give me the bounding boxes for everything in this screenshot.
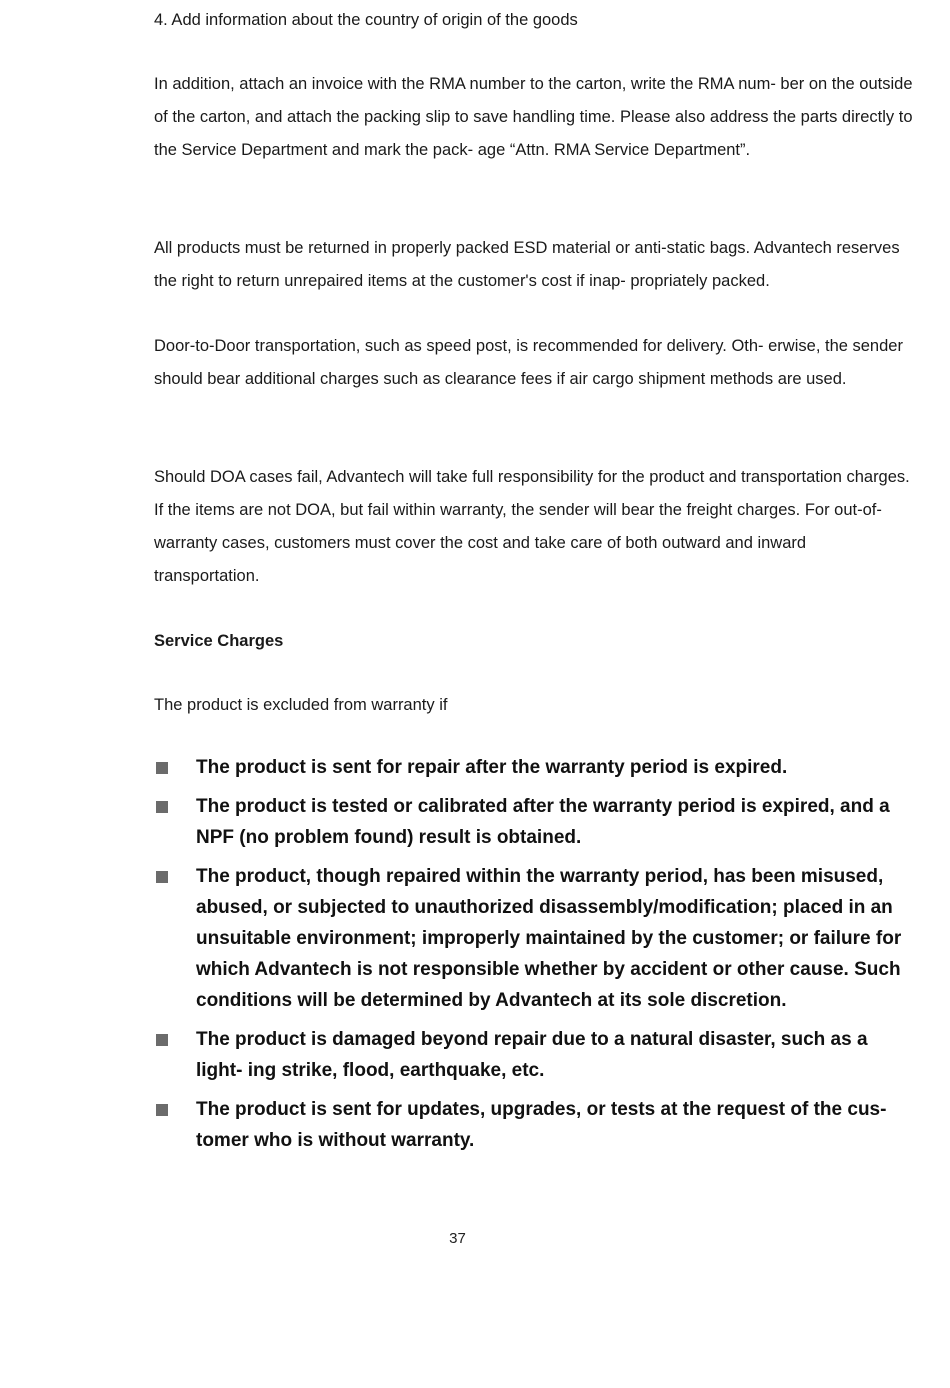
paragraph-rma-invoice: In addition, attach an invoice with the RMA number to the carton, write the RMA num- ber on the outside of the carton, and attach the packing slip to save handling time. Please also address the parts directly to the Service Department and mark the pack- age “Attn. RMA Service Department”. [154, 75, 913, 159]
square-bullet-icon [156, 871, 168, 883]
page-number: 37 [449, 1230, 466, 1247]
paragraph-transportation: Door-to-Door transportation, such as speed post, is recommended for delivery. Oth- erwise, the sender should bear additional charges such as clearance fees if air cargo shipment methods are used. [154, 337, 903, 388]
square-bullet-icon [156, 762, 168, 774]
list-item [154, 791, 914, 853]
intro-text: The product is excluded from warranty if [154, 696, 448, 714]
paragraph-country-of-origin: 4. Add information about the country of origin of the goods [154, 11, 578, 29]
list-item-text: The product is sent for repair after the warranty period is expired. [196, 757, 788, 778]
list-item [154, 861, 914, 1016]
list-item [154, 752, 914, 783]
paragraph-doa-cases: Should DOA cases fail, Advantech will take full responsibility for the product and transportation charges. If the items are not DOA, but fail within warranty, the sender will bear the freight charges. For out-of-warranty cases, customers must cover the cost and take care of both outward and inward transportation. [154, 468, 910, 585]
list-item [154, 1024, 914, 1086]
list-item-text: The product is damaged beyond repair due to a natural disaster, such as a light- ing strike, flood, earthquake, etc. [196, 1029, 868, 1081]
exclusion-list [154, 752, 914, 1164]
square-bullet-icon [156, 801, 168, 813]
list-item-text: The product, though repaired within the warranty period, has been misused, abused, or subjected to unauthorized disassembly/modification; placed in an unsuitable environment; improperly maintained by the customer; or failure for which Advantech is not responsible whether by accident or other cause. Such conditions will be determined by Advantech at its sole discretion. [196, 866, 902, 1011]
paragraph-esd-packing: All products must be returned in properly packed ESD material or anti-static bags. Advantech reserves the right to return unrepaired items at the customer's cost if inap- propriately packed. [154, 239, 900, 290]
list-item-text: The product is sent for updates, upgrades, or tests at the request of the cus- tomer who is without warranty. [196, 1099, 887, 1151]
list-item-text: The product is tested or calibrated after the warranty period is expired, and a NPF (no problem found) result is obtained. [196, 796, 890, 848]
square-bullet-icon [156, 1104, 168, 1116]
list-item [154, 1094, 914, 1156]
section-heading: Service Charges [154, 632, 284, 650]
square-bullet-icon [156, 1034, 168, 1046]
